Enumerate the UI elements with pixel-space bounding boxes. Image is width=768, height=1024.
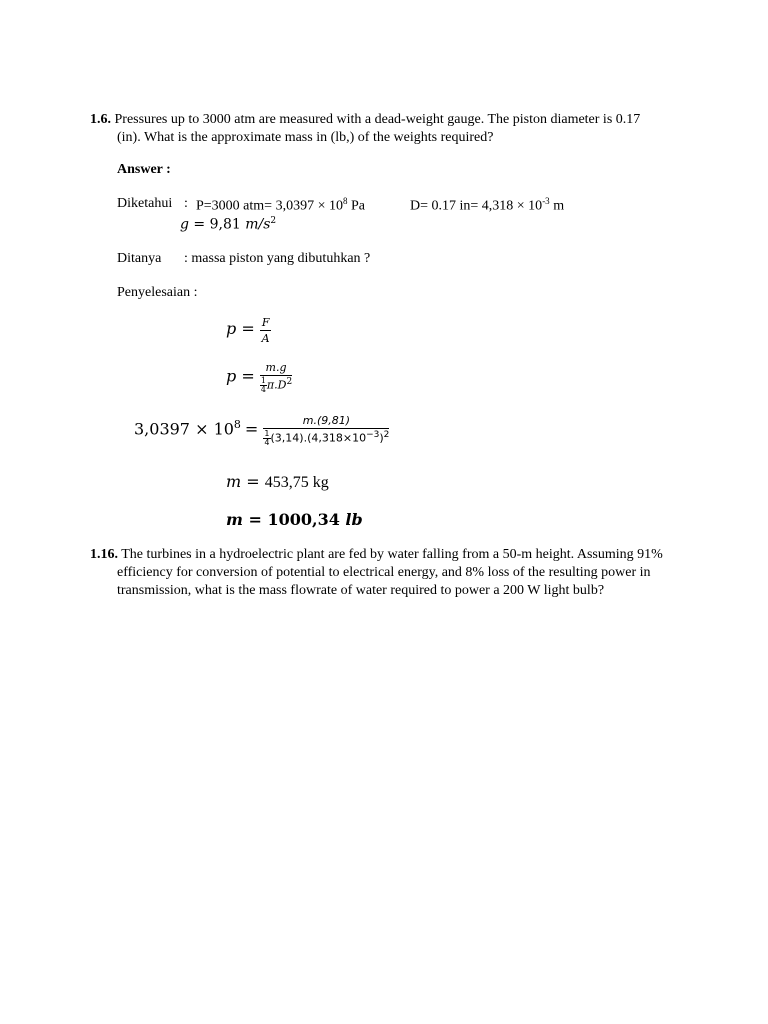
known-label: Diketahui [117,196,173,211]
asked-label: Ditanya [117,251,162,266]
problem-1-16 [90,546,683,600]
equation-pressure-definition: p = $\frac{F}{A}$ [226,316,270,345]
problem-number: 1.6. [90,112,111,127]
problem-number: 1.16. [90,547,118,562]
solution-label: Penyelesaian : [117,285,198,300]
known-pressure: P=3000 $atm= 3,0397 \times 10^8$ Pa [196,196,365,214]
known-diameter: D= 0.17 $in= 4,318 \times 10^{-3}$ m [410,196,565,214]
equation-mass-kg: m = 453,75 kg [226,472,329,491]
answer-label: Answer : [117,162,171,177]
equation-substitution: $3,0397 \times 10^8$ = m.(9,81) $\frac{1}{4}$ $(3,14).(4,318\times 10^{-3})^2$ [134,414,390,448]
equation-pressure-expanded: p = m.g $\frac{1}{4}$ $\pi.D^2$ [226,361,293,395]
problem-text: Pressures up to 3000 atm are measured with a dead-weight gauge. The piston diameter is 0.17 (in). What is the approximate mass in (lb,) of the weights required? [114,112,641,145]
equation-mass-lb-result: m = 1000,34 lb [226,510,363,529]
known-gravity: g = 9,81 $m/s^2$ [180,216,277,233]
asked-text: : massa piston yang dibutuhkan ? [184,251,371,266]
known-colon: : [184,196,188,211]
problem-1-6 [90,111,657,147]
problem-text: The turbines in a hydroelectric plant are fed by water falling from a 50-m height. Assuming 91% efficiency for conversion of potential to electrical energy, and 8% loss of the resulting power in transmission, what is the mass flowrate of water required to power a 200 W light bulb? [117,547,663,598]
